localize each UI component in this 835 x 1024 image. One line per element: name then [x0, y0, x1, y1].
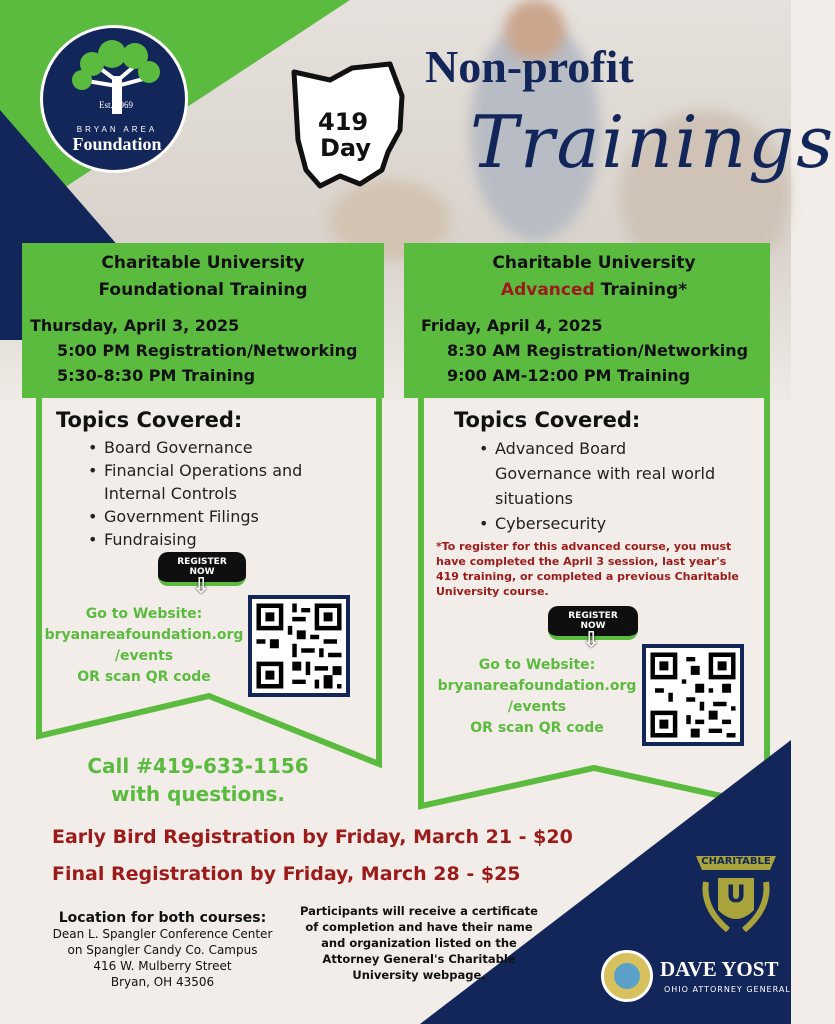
topic-item: • Fundraising: [88, 528, 302, 551]
ohio-day: Day: [320, 134, 372, 162]
down-arrow-icon: ⇩: [192, 574, 211, 599]
right-title-2: Advanced Training*: [500, 280, 688, 300]
logo-est: Est. 1969: [98, 100, 133, 110]
location-block: [40, 910, 285, 990]
early-bird-price: Early Bird Registration by Friday, March 21 - $20: [52, 826, 573, 848]
left-title-1: Charitable University: [101, 253, 305, 273]
right-website: Go to Website: bryanareafoundation.org /events OR scan QR code: [437, 657, 637, 736]
topic-item-cont: situations: [495, 489, 573, 508]
left-topics-list: [88, 436, 302, 551]
ag-name: DAVE YOST: [660, 957, 779, 981]
badge-label: CHARITABLE: [701, 856, 771, 867]
location-line: 416 W. Mulberry Street: [93, 959, 232, 973]
right-date: Friday, April 4, 2025: [421, 316, 603, 335]
topic-item: • Government Filings: [88, 505, 302, 528]
left-call: Call #419-633-1156 with questions.: [87, 754, 309, 806]
logo-org-small: BRYAN AREA: [76, 125, 158, 134]
logo-org-big: Foundation: [72, 134, 162, 154]
foundation-logo: [40, 25, 188, 173]
title-nonprofit: Non-profit: [425, 41, 634, 92]
certificate-note: Participants will receive a certificate of completion and have their name and organization listed on the Attorney General's Charitable University webpage.: [300, 904, 538, 982]
attorney-general-seal-icon: [601, 950, 653, 1002]
down-arrow-icon: ⇩: [582, 628, 601, 653]
topic-item: • Advanced Board: [479, 436, 715, 461]
title-trainings: Trainings: [470, 100, 835, 184]
location-line: Bryan, OH 43506: [110, 975, 215, 989]
location-title: Location for both courses:: [58, 910, 267, 926]
right-title-1: Charitable University: [492, 253, 696, 273]
topic-item: • Cybersecurity: [479, 511, 715, 536]
left-qr-code[interactable]: [248, 595, 350, 697]
topic-item: • Financial Operations and: [88, 459, 302, 482]
left-time-2: 5:30-8:30 PM Training: [57, 366, 256, 385]
topic-item-cont: Internal Controls: [104, 484, 237, 503]
right-time-1: 8:30 AM Registration/Networking: [447, 341, 749, 360]
left-time-1: 5:00 PM Registration/Networking: [57, 341, 358, 360]
right-register-button[interactable]: REGISTER NOW: [548, 606, 638, 640]
qr-code-icon: [646, 648, 740, 742]
right-time-2: 9:00 AM-12:00 PM Training: [447, 366, 691, 385]
ohio-419-day: [290, 60, 418, 190]
left-topics-title: Topics Covered:: [56, 408, 243, 432]
right-qr-code[interactable]: [642, 644, 744, 746]
right-prerequisite-note: *To register for this advanced course, you must have completed the April 3 session, last year's 419 training, or completed a previous Charitable University course.: [436, 540, 739, 598]
topic-item-cont: Governance with real world: [495, 464, 716, 483]
ag-sub: OHIO ATTORNEY GENERAL: [664, 985, 791, 994]
charitable-u-badge: [688, 848, 784, 944]
left-title-2: Foundational Training: [98, 280, 308, 300]
final-price: Final Registration by Friday, March 28 - $25: [52, 863, 521, 885]
badge-letter: U: [726, 880, 746, 908]
topic-item: • Board Governance: [88, 436, 302, 459]
location-line: on Spangler Candy Co. Campus: [67, 943, 258, 957]
location-line: Dean L. Spangler Conference Center: [52, 927, 273, 941]
left-register-button[interactable]: REGISTER NOW: [158, 552, 246, 586]
qr-code-icon: [252, 599, 346, 693]
left-date: Thursday, April 3, 2025: [30, 316, 240, 335]
right-topics-list: [479, 436, 715, 536]
ohio-number: 419: [318, 108, 369, 136]
right-topics-title: Topics Covered:: [454, 408, 641, 432]
left-website: Go to Website: bryanareafoundation.org /events OR scan QR code: [44, 606, 244, 685]
